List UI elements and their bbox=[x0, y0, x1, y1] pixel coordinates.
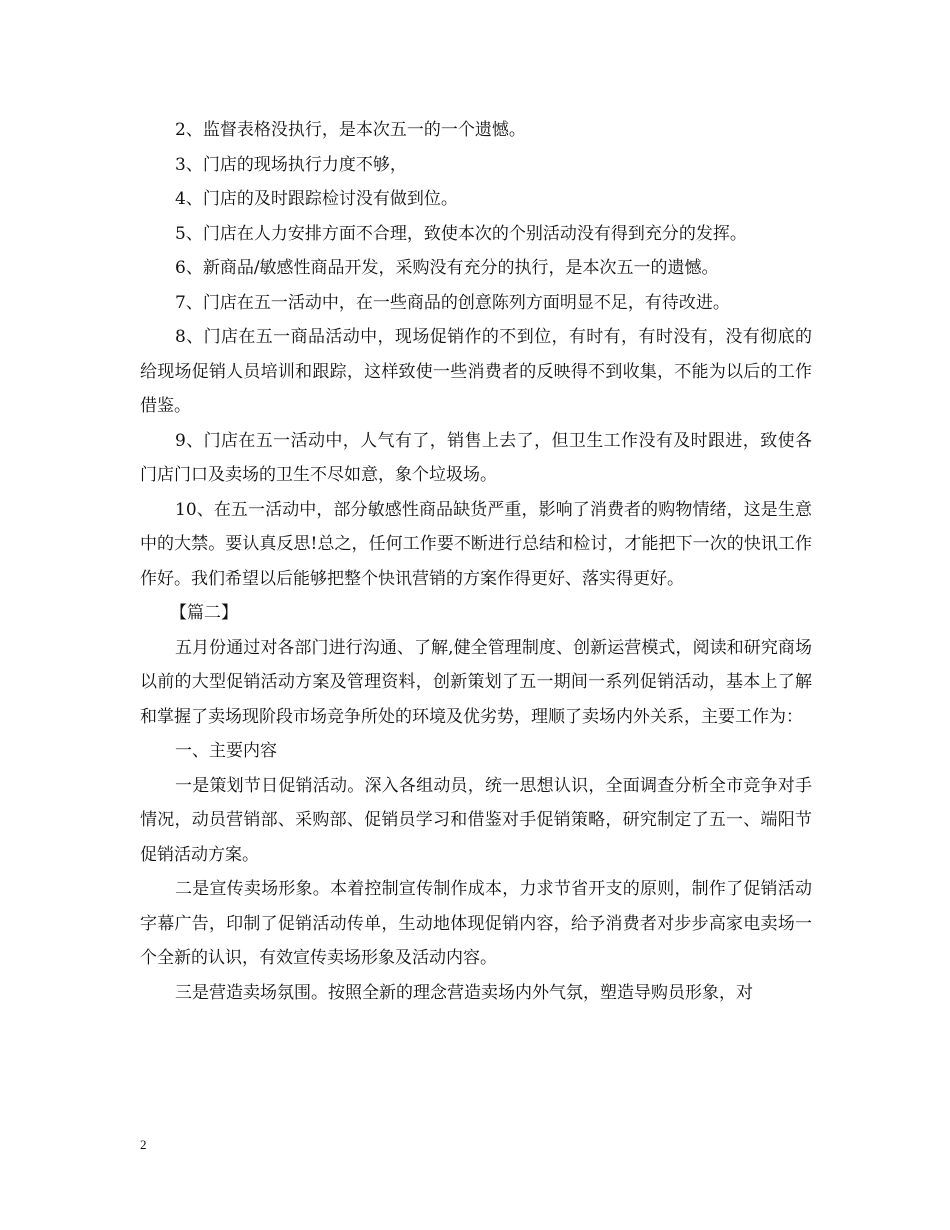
subheading: 一、主要内容 bbox=[175, 741, 277, 761]
paragraph: 一是策划节日促销活动。深入各组动员，统一思想认识，全面调查分析全市竞争对手情况，动员营销部、采购部、促销员学习和借鉴对手促销策略，研究制定了五一、端阳节促销活动方案。 bbox=[140, 775, 812, 865]
paragraph: 5、门店在人力安排方面不合理，致使本次的个别活动没有得到充分的发挥。 bbox=[175, 223, 747, 244]
paragraph: 五月份通过对各部门进行沟通、了解,健全管理制度、创新运营模式，阅读和研究商场以前的大型促销活动方案及管理资料，创新策划了五一期间一系列促销活动，基本上了解和掌握了卖场现阶段市场竞争所处的环境及优劣势，理顺了卖场内外关系，主要工作为： bbox=[140, 637, 812, 727]
paragraph: 4、门店的及时跟踪检讨没有做到位。 bbox=[175, 189, 458, 209]
paragraph: 三是营造卖场氛围。按照全新的理念营造卖场内外气氛，塑造导购员形象，对 bbox=[175, 982, 753, 1003]
paragraph: 10、在五一活动中，部分敏感性商品缺货严重，影响了消费者的购物情绪，这是生意中的大禁。要认真反思!总之，任何工作要不断进行总结和检讨，才能把下一次的快讯工作作好。我们希望以后能够把整个快讯营销的方案作得更好、落实得更好。 bbox=[140, 499, 812, 589]
document-body bbox=[140, 113, 812, 1010]
page-number: 2 bbox=[140, 1137, 147, 1152]
paragraph: 9、门店在五一活动中，人气有了，销售上去了，但卫生工作没有及时跟进，致使各门店门口及卖场的卫生不尽如意，象个垃圾场。 bbox=[140, 430, 812, 485]
paragraph: 7、门店在五一活动中，在一些商品的创意陈列方面明显不足，有待改进。 bbox=[175, 292, 730, 313]
paragraph: 2、监督表格没执行，是本次五一的一个遗憾。 bbox=[175, 120, 526, 140]
section-heading: 【篇二】 bbox=[170, 603, 238, 623]
paragraph: 3、门店的现场执行力度不够， bbox=[175, 154, 407, 175]
paragraph: 8、门店在五一商品活动中，现场促销作的不到位，有时有，有时没有，没有彻底的给现场促销人员培训和跟踪，这样致使一些消费者的反映得不到收集，不能为以后的工作借鉴。 bbox=[140, 327, 812, 416]
paragraph: 二是宣传卖场形象。本着控制宣传制作成本，力求节省开支的原则，制作了促销活动字幕广告，印制了促销活动传单，生动地体现促销内容，给予消费者对步步高家电卖场一个全新的认识，有效宣传卖场形象及活动内容。 bbox=[140, 879, 812, 968]
paragraph: 6、新商品/敏感性商品开发，采购没有充分的执行，是本次五一的遗憾。 bbox=[175, 258, 719, 278]
